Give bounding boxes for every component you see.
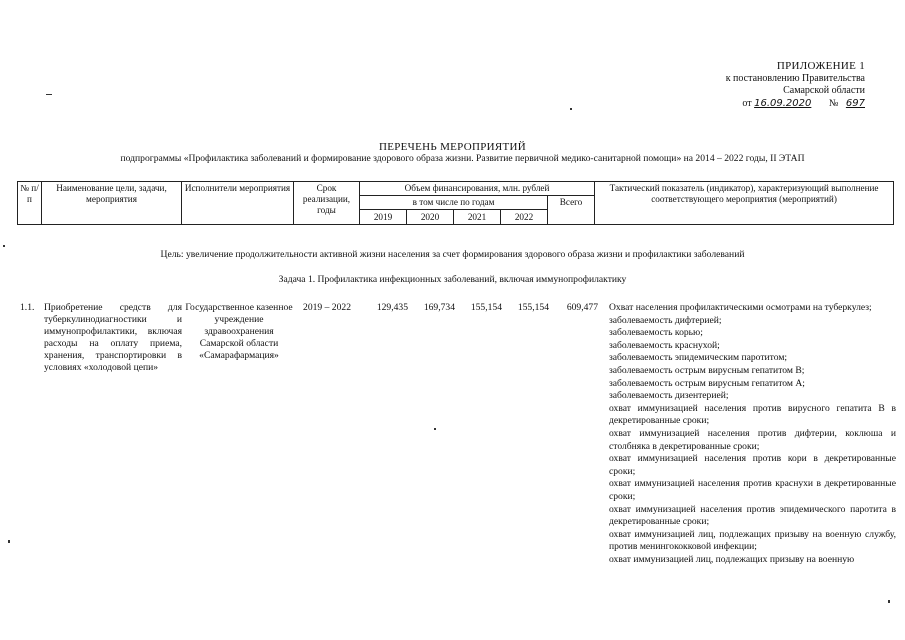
indicator-item: охват иммунизацией лиц, подлежащих призыву на военную службу, против менингококковой инфекции; (609, 528, 896, 553)
appendix-region: Самарской области (783, 85, 865, 96)
indicator-item: охват иммунизацией населения против эпидемического паротита в декретированные сроки; (609, 503, 896, 528)
header-indicator: Тактический показатель (индикатор), характеризующий выполнение соответствующего мероприятия (мероприятий) (595, 182, 894, 225)
header-executors: Исполнители мероприятия (182, 182, 294, 225)
scan-speck (434, 428, 436, 430)
scan-speck (8, 540, 10, 543)
table-header (17, 181, 894, 225)
row-value-2022: 155,154 (517, 302, 549, 313)
header-year: 2020 (407, 210, 454, 225)
indicator-item: охват иммунизацией населения против дифтерии, коклюша и столбняка в декретированные сроки; (609, 427, 896, 452)
appendix-title: ПРИЛОЖЕНИЕ 1 (776, 60, 865, 72)
decree-date: 16.09.2020 (754, 97, 812, 109)
header-by-years: в том числе по годам (360, 196, 548, 210)
header-name: Наименование цели, задачи, мероприятия (42, 182, 182, 225)
row-value-2021: 155,154 (470, 302, 502, 313)
row-value-2019: 129,435 (376, 302, 408, 313)
header-num: № п/п (18, 182, 42, 225)
row-activity-name: Приобретение средств для туберкулинодиагностики и иммунопрофилактики, включая расходы на оплату приема, хранения, транспортировки в условиях «холодовой цепи» (44, 302, 182, 373)
row-period: 2019 – 2022 (303, 302, 351, 313)
decree-number: 697 (845, 97, 865, 109)
row-value-total: 609,477 (566, 302, 598, 313)
appendix-decree: к постановлению Правительства (725, 72, 865, 84)
scan-speck (46, 94, 52, 95)
indicator-item: охват иммунизацией населения против вирусного гепатита В в декретированные сроки; (609, 402, 896, 427)
scan-speck (3, 245, 5, 247)
indicator-item: заболеваемость эпидемическим паротитом; (609, 352, 788, 364)
document-title: ПЕРЕЧЕНЬ МЕРОПРИЯТИЙ (378, 141, 527, 153)
header-total: Всего (548, 196, 595, 225)
appendix-date-line (665, 98, 865, 111)
header-year: 2021 (454, 210, 501, 225)
header-year: 2019 (360, 210, 407, 225)
indicator-list (609, 302, 896, 566)
indicator-item: охват иммунизацией населения против краснухи в декретированные сроки; (609, 478, 896, 502)
row-executor: Государственное казенное учреждение здравоохранения Самарской области «Самарафармация» (185, 302, 293, 361)
indicator-item: Охват населения профилактическими осмотрами на туберкулез; (609, 302, 872, 313)
indicator-item: заболеваемость острым вирусным гепатитом В; (609, 364, 805, 376)
from-label: от (742, 97, 752, 109)
goal-line: Цель: увеличение продолжительности активной жизни населения за счет формирования здорового образа жизни и профилактики заболеваний (160, 249, 745, 260)
indicator-item: заболеваемость краснухой; (609, 339, 720, 351)
appendix-block (665, 60, 865, 110)
indicator-item: заболеваемость острым вирусным гепатитом А; (609, 377, 805, 389)
scan-speck (888, 600, 890, 603)
task-line: Задача 1. Профилактика инфекционных заболеваний, включая иммунопрофилактику (278, 274, 627, 285)
row-number: 1.1. (20, 302, 35, 313)
indicator-item: охват иммунизацией населения против кори в декретированные сроки; (609, 453, 896, 477)
header-year: 2022 (501, 210, 548, 225)
row-value-2020: 169,734 (423, 302, 455, 313)
header-period: Срок реализации, годы (294, 182, 360, 225)
indicator-item: охват иммунизацией лиц, подлежащих призыву на военную (609, 553, 855, 565)
indicator-item: заболеваемость корью; (609, 327, 703, 339)
header-financing: Объем финансирования, млн. рублей (360, 182, 595, 196)
document-subtitle: подпрограммы «Профилактика заболеваний и формирование здорового образа жизни. Развитие первичной медико-санитарной помощи» на 2014 – 2022 годы, II ЭТАП (120, 153, 805, 164)
indicator-item: заболеваемость дизентерией; (609, 390, 729, 402)
indicator-item: заболеваемость дифтерией; (609, 314, 722, 326)
number-label: № (828, 97, 839, 109)
scan-speck (570, 108, 572, 110)
